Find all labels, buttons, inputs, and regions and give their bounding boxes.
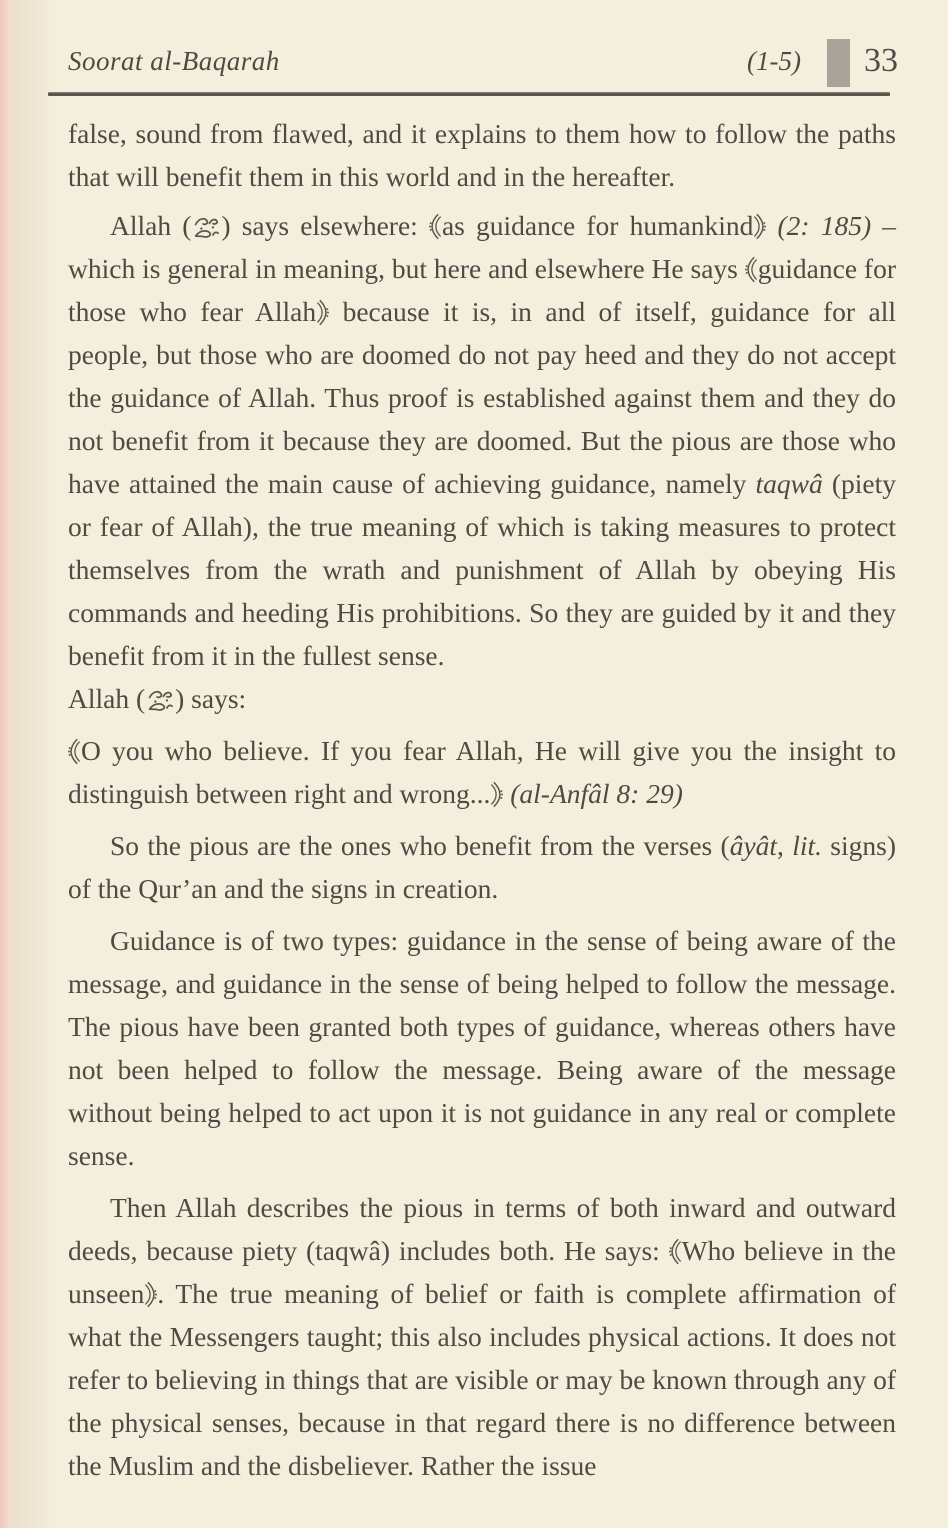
quote-text: as guidance for humankind <box>441 210 754 241</box>
verse-reference: (2: 185) <box>766 210 872 241</box>
ornate-quote-close-icon <box>753 212 766 241</box>
ornate-quote-close-icon <box>316 298 329 327</box>
arabic-term: taqwâ <box>755 468 823 499</box>
paragraph-pious-description <box>68 1186 896 1487</box>
text-segment: ) says: <box>175 683 247 714</box>
paragraph-pious <box>68 824 896 910</box>
page-number: 33 <box>864 42 898 79</box>
header-right-group <box>747 42 898 80</box>
verse-reference: (al-Anfâl 8: 29) <box>503 778 683 809</box>
text-segment: – which is general in meaning, but here and elsewhere He says <box>68 210 897 284</box>
text-segment: Guidance is of two types: guidance in the sense of being aware of the message, and guidance in the sense of being helped to follow the message. The pious have been granted both types of guidance, whereas others have not been helped to follow the message. Being aware of the message without being helped to act upon it is not guidance in any real or complete sense. <box>68 925 896 1171</box>
ornate-quote-close-icon <box>490 780 503 809</box>
chapter-title: Soorat al-Baqarah <box>68 45 280 76</box>
ornate-quote-open-icon <box>669 1237 682 1266</box>
arabic-term: lit. <box>792 830 823 861</box>
paragraph-guidance <box>68 204 896 677</box>
text-segment: Allah ( <box>110 210 192 241</box>
paragraph-continuation <box>68 112 896 198</box>
text-segment: (piety or fear of Allah), the true meaning of which is taking measures to protect themselves from the wrath and punishment of Allah by obeying His commands and heeding His prohibitions. So they are guided by it and they benefit from it in the fullest sense. <box>68 468 896 671</box>
quote-text: guidance for those who fear Allah <box>68 253 896 327</box>
ornate-quote-open-icon <box>68 737 81 766</box>
arabic-term: âyât <box>729 830 778 861</box>
ornate-quote-open-icon <box>745 255 758 284</box>
text-segment: ) says elsewhere: <box>221 210 429 241</box>
page-header <box>68 42 898 80</box>
text-segment: signs) of the Qur’an and the signs in creation. <box>68 830 897 904</box>
quote-text: Who believe in the unseen <box>68 1235 897 1309</box>
text-segment: Then Allah describes the pious in terms of both inward and outward deeds, because piety (taqwâ) includes both. He says: <box>68 1192 896 1266</box>
text-segment: . The true meaning of belief or faith is complete affirmation of what the Messengers taught; this also includes physical actions. It does not refer to believing in things that are visible or may be known through any of the physical senses, because in that regard there is no difference between the Muslim and the disbeliever. Rather the issue <box>68 1278 896 1481</box>
verse-range: (1-5) <box>747 45 801 76</box>
text-segment: So the pious are the ones who benefit from the verses ( <box>110 830 730 861</box>
paragraph-verse-quote <box>68 729 896 815</box>
page-body <box>68 112 896 1487</box>
paragraph-guidance-types <box>68 919 896 1177</box>
text-segment: false, sound from flawed, and it explains to them how to follow the paths that will benefit them in this world and in the hereafter. <box>68 118 896 192</box>
allah-honorific-calligraphy-icon <box>191 212 221 244</box>
text-segment: because it is, in and of itself, guidance for all people, but those who are doomed do not pay heed and they do not accept the guidance of Allah. Thus proof is established against them and they do not benefit from it because they are doomed. But the pious are those who have attained the main cause of achieving guidance, namely <box>68 296 896 499</box>
quote-text: O you who believe. If you fear Allah, He will give you the insight to distinguish between right and wrong... <box>68 735 896 809</box>
text-segment: , <box>777 830 793 861</box>
ornate-quote-open-icon <box>429 212 442 241</box>
allah-honorific-calligraphy-icon <box>145 685 175 717</box>
page-number-marker <box>827 39 850 87</box>
book-page <box>0 42 948 1528</box>
ornate-quote-close-icon <box>144 1280 157 1309</box>
header-rule <box>48 92 890 96</box>
paragraph-allah-says <box>68 677 896 720</box>
text-segment: Allah ( <box>68 683 146 714</box>
